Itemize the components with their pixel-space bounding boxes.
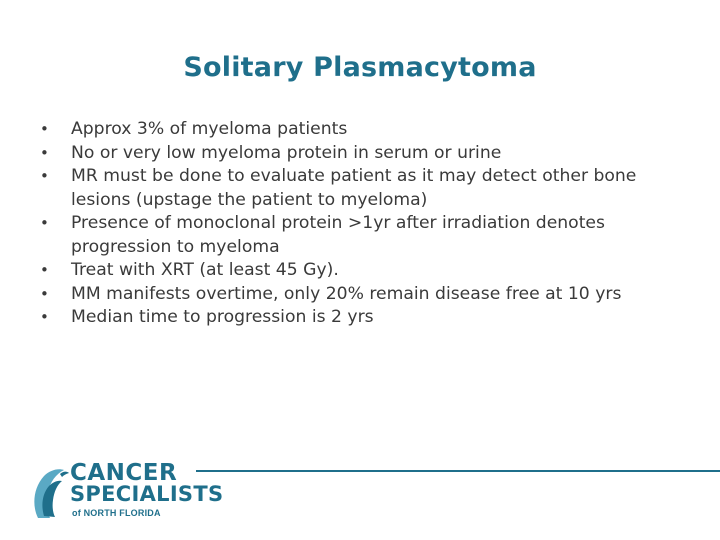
- bullet-text: MM manifests overtime, only 20% remain disease free at 10 yrs: [71, 283, 622, 304]
- bullet-item: [40, 259, 690, 283]
- logo-line-cancer: CANCER: [70, 460, 178, 486]
- bullet-marker: •: [40, 214, 49, 232]
- bullet-text: Treat with XRT (at least 45 Gy).: [71, 260, 339, 280]
- footer-divider: [196, 470, 720, 472]
- logo-line-specialists: SPECIALISTS: [70, 482, 224, 506]
- bullet-marker: •: [40, 284, 49, 303]
- bullet-item: [40, 118, 690, 142]
- bullet-marker: •: [40, 308, 49, 326]
- bullet-item: [40, 165, 690, 212]
- bullet-text: MR must be done to evaluate patient as it may detect other bone lesions (upstage the patient to myeloma): [71, 166, 637, 210]
- bullet-text: No or very low myeloma protein in serum or urine: [71, 142, 502, 163]
- logo-line-region: of NORTH FLORIDA: [72, 508, 161, 518]
- bullet-marker: •: [40, 261, 49, 279]
- bullet-item: [40, 212, 690, 259]
- bullet-marker: •: [40, 167, 49, 185]
- company-logo: [30, 460, 224, 522]
- bullet-text: Median time to progression is 2 yrs: [71, 307, 374, 327]
- bullet-item: [40, 142, 690, 166]
- bullet-item: [40, 306, 690, 330]
- bullet-list: [40, 118, 690, 330]
- bullet-item: [40, 283, 690, 307]
- slide-title: Solitary Plasmacytoma: [183, 52, 537, 83]
- bullet-marker: •: [40, 120, 49, 138]
- bullet-marker: •: [40, 143, 49, 162]
- pelican-wing-icon: [30, 462, 70, 520]
- bullet-text: Approx 3% of myeloma patients: [71, 119, 348, 139]
- bullet-text: Presence of monoclonal protein >1yr after irradiation denotes progression to myeloma: [71, 213, 605, 257]
